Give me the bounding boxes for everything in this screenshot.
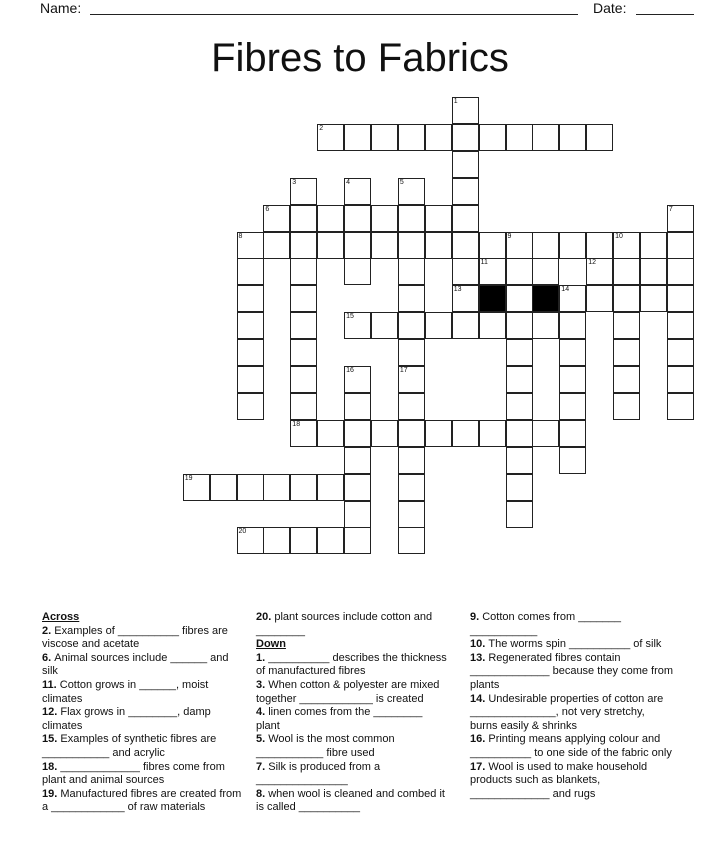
black-cell bbox=[479, 285, 506, 312]
grid-cell[interactable] bbox=[452, 420, 479, 447]
grid-cell[interactable] bbox=[532, 312, 559, 339]
clue-number: 2. bbox=[42, 624, 55, 637]
grid-cell[interactable] bbox=[263, 474, 290, 501]
grid-cell[interactable] bbox=[290, 205, 317, 232]
clue-text: Wool is the most common ___________ fibre used bbox=[256, 733, 395, 759]
clue bbox=[256, 733, 448, 760]
grid-cell[interactable] bbox=[210, 474, 237, 501]
grid-cell[interactable] bbox=[344, 258, 371, 285]
grid-cell[interactable] bbox=[452, 232, 479, 259]
clue-number: 15 bbox=[346, 313, 354, 321]
grid-cell[interactable] bbox=[506, 339, 533, 366]
clue-number: 3. bbox=[256, 678, 269, 691]
grid-cell[interactable] bbox=[479, 232, 506, 259]
clue-number: 1 bbox=[453, 98, 458, 105]
clue bbox=[256, 679, 448, 706]
grid-cell[interactable] bbox=[667, 339, 694, 366]
grid-cell[interactable] bbox=[479, 258, 506, 285]
grid-cell[interactable] bbox=[559, 285, 586, 312]
grid-cell[interactable] bbox=[452, 205, 479, 232]
grid-cell[interactable] bbox=[344, 393, 371, 420]
grid-cell[interactable] bbox=[586, 285, 613, 312]
clue-number: 3 bbox=[292, 178, 297, 186]
clue-text: plant sources include cotton and ________ bbox=[256, 611, 433, 637]
grid-cell[interactable] bbox=[532, 124, 559, 151]
grid-cell[interactable] bbox=[237, 285, 264, 312]
grid-cell[interactable] bbox=[586, 124, 613, 151]
grid-cell[interactable] bbox=[452, 285, 479, 312]
grid-cell[interactable] bbox=[398, 447, 425, 474]
name-date-header bbox=[40, 0, 660, 22]
grid-cell[interactable] bbox=[506, 447, 533, 474]
grid-cell[interactable] bbox=[344, 178, 371, 205]
grid-cell[interactable] bbox=[183, 474, 210, 501]
clue-number: 5 bbox=[399, 178, 404, 186]
clue-column-3 bbox=[470, 611, 674, 801]
grid-cell[interactable] bbox=[398, 285, 425, 312]
clue-text: Animal sources include ______ and silk bbox=[42, 651, 229, 678]
grid-cell[interactable] bbox=[290, 366, 317, 393]
clue-text: The worms spin __________ of silk bbox=[488, 638, 662, 651]
clue-number: 10 bbox=[615, 232, 623, 240]
clue bbox=[470, 733, 674, 760]
grid-cell[interactable] bbox=[640, 285, 667, 312]
clue-number: 10. bbox=[470, 638, 489, 651]
clue-number: 9. bbox=[470, 611, 483, 623]
grid-cell[interactable] bbox=[290, 232, 317, 259]
clue-number: 20 bbox=[238, 528, 247, 536]
grid-cell[interactable] bbox=[667, 366, 694, 393]
clue-number: 19 bbox=[184, 474, 193, 482]
clue bbox=[470, 761, 674, 802]
grid-cell[interactable] bbox=[613, 285, 640, 312]
clue bbox=[256, 652, 448, 679]
grid-cell[interactable] bbox=[506, 393, 533, 420]
clue-number: 4 bbox=[346, 178, 350, 186]
clue-text: Undesirable properties of cotton are ______________, not very stretchy, burns easily & shrinks bbox=[470, 692, 664, 732]
grid-cell[interactable] bbox=[398, 178, 425, 205]
grid-cell[interactable] bbox=[237, 232, 264, 259]
clue-number: 17 bbox=[399, 367, 408, 374]
clue-text: Manufactured fibres are created from a ____________ of raw materials bbox=[42, 787, 242, 814]
clue bbox=[42, 733, 242, 760]
name-label: Name: bbox=[40, 0, 82, 16]
clue-number: 12 bbox=[588, 259, 596, 267]
clue-text: when wool is cleaned and combed it is called __________ bbox=[256, 787, 445, 814]
clue-text: Cotton grows in ______, moist climates bbox=[42, 678, 209, 705]
grid-cell[interactable] bbox=[506, 258, 533, 285]
clue-number: 18 bbox=[292, 420, 301, 428]
grid-cell[interactable] bbox=[290, 285, 317, 312]
clue bbox=[42, 652, 242, 679]
clue bbox=[42, 788, 242, 815]
grid-cell[interactable] bbox=[613, 312, 640, 339]
clue-number: 2 bbox=[319, 124, 324, 132]
grid-cell[interactable] bbox=[667, 393, 694, 420]
grid-cell[interactable] bbox=[586, 258, 613, 285]
grid-cell[interactable] bbox=[613, 258, 640, 285]
clue bbox=[256, 611, 448, 638]
grid-cell[interactable] bbox=[371, 124, 398, 151]
grid-cell[interactable] bbox=[344, 312, 371, 339]
grid-cell[interactable] bbox=[479, 420, 506, 447]
clue bbox=[470, 638, 674, 652]
clue-text: linen comes from the ________ plant bbox=[256, 706, 423, 732]
grid-cell[interactable] bbox=[506, 366, 533, 393]
clue-text: Examples of synthetic fibres are ___________ and acrylic bbox=[42, 733, 217, 759]
clue-heading: Across bbox=[42, 611, 80, 623]
grid-cell[interactable] bbox=[506, 501, 533, 528]
grid-cell[interactable] bbox=[425, 312, 452, 339]
grid-cell[interactable] bbox=[398, 501, 425, 528]
clue-number: 18. bbox=[42, 760, 61, 773]
name-field[interactable] bbox=[90, 14, 578, 15]
grid-cell[interactable] bbox=[290, 420, 317, 447]
grid-cell[interactable] bbox=[506, 312, 533, 339]
clue-number: 13. bbox=[470, 651, 489, 664]
grid-cell[interactable] bbox=[532, 232, 559, 259]
grid-cell[interactable] bbox=[263, 527, 290, 554]
grid-cell[interactable] bbox=[452, 124, 479, 151]
grid-cell[interactable] bbox=[237, 339, 264, 366]
grid-cell[interactable] bbox=[559, 366, 586, 393]
grid-cell[interactable] bbox=[398, 232, 425, 259]
date-field[interactable] bbox=[636, 14, 694, 15]
clue bbox=[256, 761, 448, 788]
grid-cell[interactable] bbox=[371, 420, 398, 447]
grid-cell[interactable] bbox=[344, 420, 371, 447]
clue-number: 9 bbox=[507, 232, 512, 240]
grid-cell[interactable] bbox=[559, 232, 586, 259]
grid-cell[interactable] bbox=[237, 474, 264, 501]
clue-number: 11. bbox=[42, 678, 60, 691]
grid-cell[interactable] bbox=[559, 447, 586, 474]
clue-text: Regenerated fibres contain _____________ because they come from plants bbox=[470, 651, 674, 691]
grid-cell[interactable] bbox=[425, 124, 452, 151]
grid-cell[interactable] bbox=[479, 312, 506, 339]
clue-number: 13 bbox=[453, 286, 462, 294]
grid-cell[interactable] bbox=[398, 420, 425, 447]
clue-number: 4. bbox=[256, 706, 269, 719]
grid-cell[interactable] bbox=[398, 366, 425, 393]
grid-cell[interactable] bbox=[613, 339, 640, 366]
grid-cell[interactable] bbox=[290, 312, 317, 339]
grid-cell[interactable] bbox=[667, 312, 694, 339]
grid-cell[interactable] bbox=[237, 393, 264, 420]
clue-number: 16. bbox=[470, 733, 489, 746]
grid-cell[interactable] bbox=[290, 393, 317, 420]
grid-cell[interactable] bbox=[290, 527, 317, 554]
clue-text: __________ describes the thickness of manufactured fibres bbox=[256, 651, 447, 678]
grid-cell[interactable] bbox=[532, 258, 559, 285]
black-cell bbox=[532, 285, 559, 312]
clue-number: 6. bbox=[42, 651, 55, 664]
clue-text: Examples of __________ fibres are viscose and acetate bbox=[42, 624, 228, 651]
clue bbox=[42, 625, 242, 652]
clue-heading: Down bbox=[256, 638, 286, 651]
grid-cell[interactable] bbox=[344, 205, 371, 232]
grid-cell[interactable] bbox=[344, 501, 371, 528]
grid-cell[interactable] bbox=[344, 527, 371, 554]
grid-cell[interactable] bbox=[344, 447, 371, 474]
clue-text: Cotton comes from _______ ___________ bbox=[470, 611, 622, 637]
grid-cell[interactable] bbox=[237, 258, 264, 285]
grid-cell[interactable] bbox=[613, 366, 640, 393]
grid-cell[interactable] bbox=[640, 258, 667, 285]
clue-number: 20. bbox=[256, 611, 275, 623]
clue-number: 8. bbox=[256, 787, 269, 800]
grid-cell[interactable] bbox=[398, 339, 425, 366]
clue-text: When cotton & polyester are mixed together ____________ is created bbox=[256, 678, 440, 705]
clue-number: 12. bbox=[42, 706, 61, 719]
clue-column-2 bbox=[256, 611, 448, 815]
date-label: Date: bbox=[593, 0, 627, 16]
grid-cell[interactable] bbox=[263, 205, 290, 232]
clue bbox=[42, 706, 242, 733]
clue-number: 6 bbox=[265, 205, 270, 213]
grid-cell[interactable] bbox=[425, 420, 452, 447]
clue-number: 1. bbox=[256, 651, 269, 664]
grid-cell[interactable] bbox=[425, 205, 452, 232]
clue-number: 17. bbox=[470, 760, 489, 773]
clue-number: 11 bbox=[480, 259, 488, 267]
grid-cell[interactable] bbox=[667, 232, 694, 259]
grid-cell[interactable] bbox=[344, 232, 371, 259]
puzzle-title: Fibres to Fabrics bbox=[211, 36, 509, 80]
clue-number: 14 bbox=[561, 286, 570, 294]
grid-cell[interactable] bbox=[479, 124, 506, 151]
grid-cell[interactable] bbox=[398, 205, 425, 232]
grid-cell[interactable] bbox=[640, 232, 667, 259]
grid-cell[interactable] bbox=[344, 366, 371, 393]
grid-cell[interactable] bbox=[237, 527, 264, 554]
grid-cell[interactable] bbox=[371, 232, 398, 259]
clue-number: 7 bbox=[668, 205, 673, 213]
grid-cell[interactable] bbox=[344, 474, 371, 501]
grid-cell[interactable] bbox=[452, 151, 479, 178]
grid-cell[interactable] bbox=[506, 420, 533, 447]
grid-cell[interactable] bbox=[371, 312, 398, 339]
grid-cell[interactable] bbox=[559, 339, 586, 366]
grid-cell[interactable] bbox=[613, 232, 640, 259]
grid-cell[interactable] bbox=[425, 232, 452, 259]
grid-cell[interactable] bbox=[317, 232, 344, 259]
grid-cell[interactable] bbox=[452, 97, 479, 124]
grid-cell[interactable] bbox=[398, 258, 425, 285]
grid-cell[interactable] bbox=[667, 258, 694, 285]
grid-cell[interactable] bbox=[344, 124, 371, 151]
grid-cell[interactable] bbox=[452, 178, 479, 205]
clue bbox=[470, 611, 674, 638]
grid-cell[interactable] bbox=[237, 312, 264, 339]
clue-text: Printing means applying colour and __________ to one side of the fabric only bbox=[470, 733, 672, 759]
grid-cell[interactable] bbox=[317, 474, 344, 501]
grid-cell[interactable] bbox=[290, 258, 317, 285]
grid-cell[interactable] bbox=[317, 420, 344, 447]
clue-number: 14. bbox=[470, 692, 489, 705]
grid-cell[interactable] bbox=[237, 366, 264, 393]
clue bbox=[470, 693, 674, 734]
grid-cell[interactable] bbox=[452, 258, 479, 285]
clue-text: _____________ fibres come from plant and animal sources bbox=[42, 760, 225, 787]
clue-text: Silk is produced from a _______________ bbox=[256, 760, 381, 787]
grid-cell[interactable] bbox=[290, 474, 317, 501]
grid-cell[interactable] bbox=[398, 124, 425, 151]
grid-cell[interactable] bbox=[586, 232, 613, 259]
clue bbox=[42, 761, 242, 788]
clue bbox=[470, 652, 674, 693]
grid-cell[interactable] bbox=[559, 124, 586, 151]
clue-number: 16 bbox=[346, 367, 354, 374]
clue-number: 15. bbox=[42, 733, 61, 746]
grid-cell[interactable] bbox=[559, 312, 586, 339]
grid-cell[interactable] bbox=[532, 420, 559, 447]
grid-cell[interactable] bbox=[613, 393, 640, 420]
grid-cell[interactable] bbox=[263, 232, 290, 259]
grid-cell[interactable] bbox=[506, 474, 533, 501]
grid-cell[interactable] bbox=[398, 527, 425, 554]
clue-column-1 bbox=[42, 611, 242, 815]
grid-cell[interactable] bbox=[290, 339, 317, 366]
grid-cell[interactable] bbox=[398, 393, 425, 420]
grid-cell[interactable] bbox=[317, 527, 344, 554]
grid-cell[interactable] bbox=[506, 285, 533, 312]
grid-cell[interactable] bbox=[317, 205, 344, 232]
grid-cell[interactable] bbox=[398, 312, 425, 339]
clue-number: 5. bbox=[256, 733, 269, 746]
grid-cell[interactable] bbox=[398, 474, 425, 501]
grid-cell[interactable] bbox=[506, 232, 533, 259]
clue-number: 19. bbox=[42, 787, 61, 800]
clue-number: 8 bbox=[238, 232, 243, 240]
clue-text: Wool is used to make household products such as blankets, _____________ and rugs bbox=[470, 760, 648, 800]
clue-text: Flax grows in ________, damp climates bbox=[42, 706, 211, 732]
grid-cell[interactable] bbox=[452, 312, 479, 339]
grid-cell[interactable] bbox=[371, 205, 398, 232]
clue-number: 7. bbox=[256, 760, 269, 773]
grid-cell[interactable] bbox=[559, 393, 586, 420]
grid-cell[interactable] bbox=[506, 124, 533, 151]
clue bbox=[42, 679, 242, 706]
grid-cell[interactable] bbox=[290, 178, 317, 205]
grid-cell[interactable] bbox=[667, 205, 694, 232]
grid-cell[interactable] bbox=[667, 285, 694, 312]
grid-cell[interactable] bbox=[559, 420, 586, 447]
clue bbox=[256, 788, 448, 815]
clue bbox=[256, 706, 448, 733]
grid-cell[interactable] bbox=[317, 124, 344, 151]
